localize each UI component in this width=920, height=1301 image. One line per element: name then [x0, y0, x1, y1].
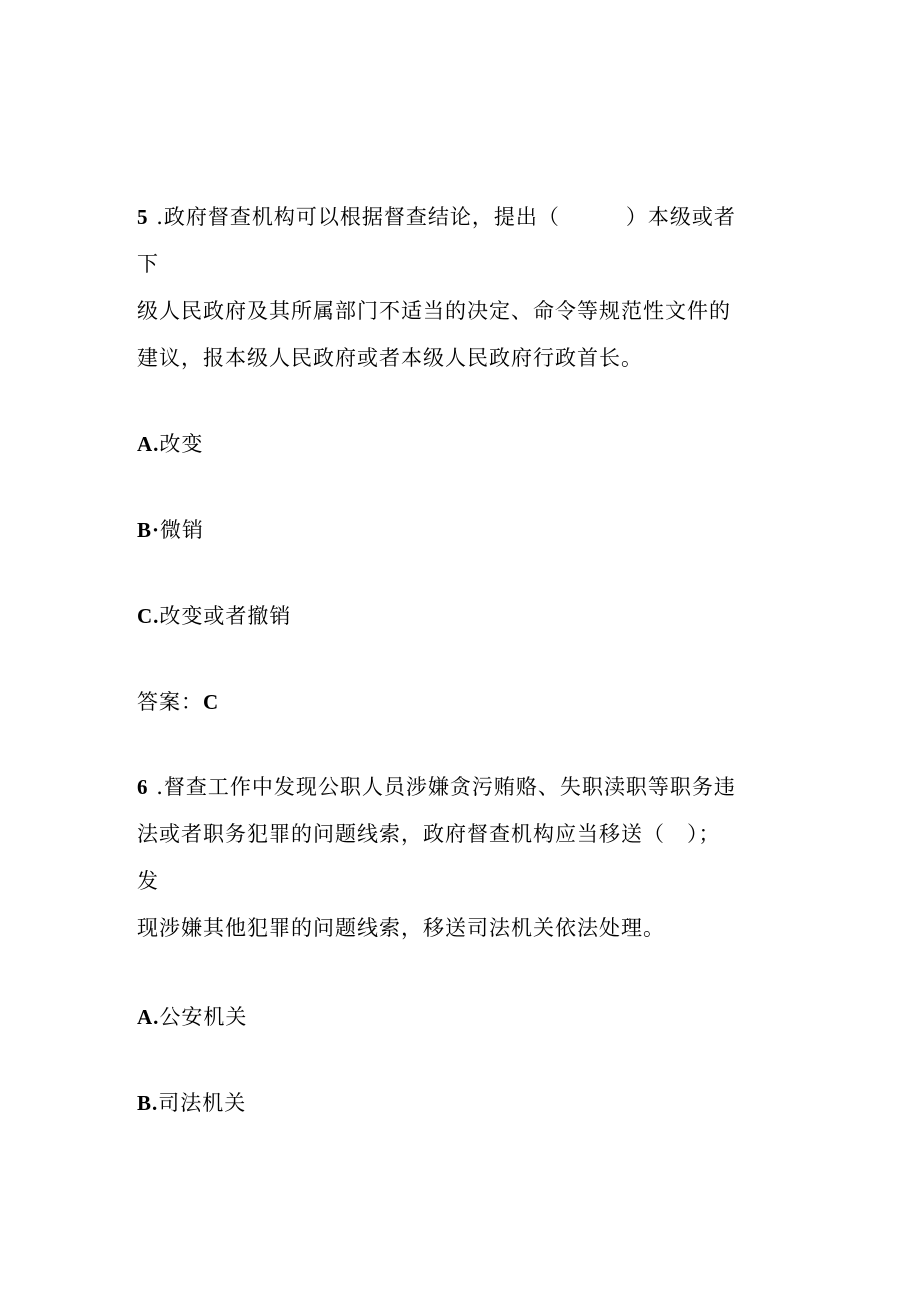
- q5-answer: [137, 687, 219, 717]
- q6-text-1: .督查工作中发现公职人员涉嫌贪污贿赂、失职渎职等职务违: [156, 775, 736, 799]
- q5-answer-value: C: [203, 690, 220, 714]
- q6-line-1: [137, 772, 736, 802]
- q6-option-b: [137, 1088, 246, 1118]
- q5-answer-label: 答案：: [137, 690, 203, 714]
- q5-option-b-text: 微销: [160, 518, 205, 542]
- q5-option-c: [137, 601, 291, 631]
- q6-line-4: 现涉嫌其他犯罪的问题线索，移送司法机关依法处理。: [137, 916, 665, 940]
- q5-line-2: 下: [137, 252, 159, 276]
- q6-option-b-text: 司法机关: [158, 1091, 247, 1115]
- q5-text-1: .政府督查机构可以根据督查结论，提出（ ）本级或者: [156, 205, 736, 229]
- q5-option-a: [137, 429, 203, 459]
- q6-option-a-text: 公安机关: [159, 1005, 248, 1029]
- q5-option-c-text: 改变或者撤销: [159, 604, 292, 628]
- q6-option-a-letter: A.: [137, 1005, 160, 1029]
- q6-line-2: 法或者职务犯罪的问题线索，政府督查机构应当移送（ ）；: [137, 822, 721, 846]
- q5-line-3: 级人民政府及其所属部门不适当的决定、命令等规范性文件的: [137, 299, 731, 323]
- q5-option-a-text: 改变: [159, 432, 204, 456]
- q5-option-a-letter: A.: [137, 432, 160, 456]
- q6-line-3: 发: [137, 869, 159, 893]
- q5-line-4: 建议，报本级人民政府或者本级人民政府行政首长。: [137, 346, 643, 370]
- q5-option-b-letter: B·: [137, 518, 161, 542]
- q6-number: 6: [137, 775, 149, 799]
- q6-option-b-letter: B.: [137, 1091, 159, 1115]
- q6-option-a: [137, 1002, 247, 1032]
- q5-option-c-letter: C.: [137, 604, 160, 628]
- q5-line-1: [137, 202, 736, 232]
- q5-option-b: [137, 515, 204, 545]
- q5-number: 5: [137, 205, 149, 229]
